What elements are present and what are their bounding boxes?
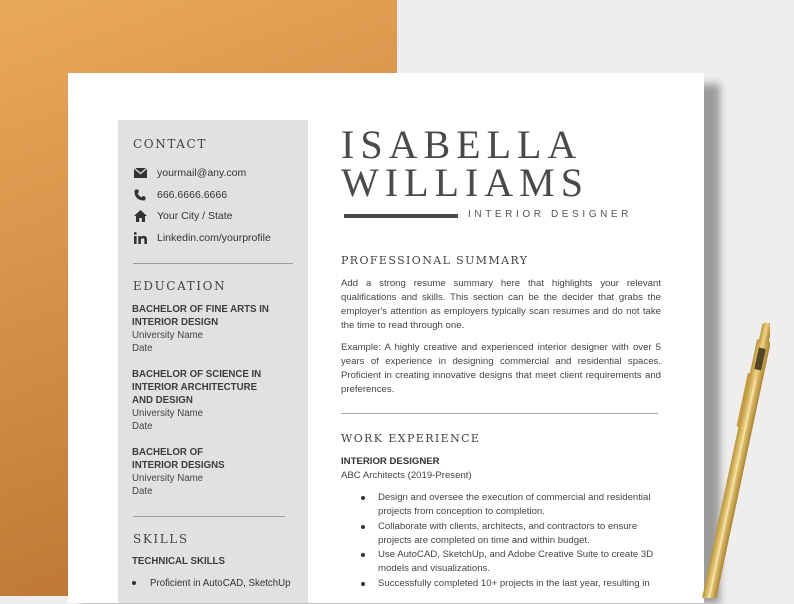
university-name: University Name [132,330,204,341]
email-text: yourmail@any.com [157,167,247,179]
experience-bullet: Use AutoCAD, SketchUp, and Adobe Creative Suite to create 3D models and visualizations. [361,548,661,577]
degree-title: BACHELOR OF SCIENCE IN INTERIOR ARCHITECTURE AND DESIGN [132,369,262,406]
summary-heading: PROFESSIONAL SUMMARY [341,254,529,267]
linkedin-text: Linkedin.com/yourprofile [157,232,271,244]
education-entry [132,303,292,355]
resume-page [68,73,704,603]
education-entry [132,446,292,498]
technical-skills-heading: TECHNICAL SKILLS [132,556,225,567]
sidebar-divider [133,516,285,517]
university-name: University Name [132,408,204,419]
section-divider [341,413,658,414]
job-title: INTERIOR DESIGNER [468,209,632,220]
experience-bullet: Successfully completed 10+ projects in the last year, resulting in [361,577,661,591]
degree-title: BACHELOR OF FINE ARTS IN INTERIOR DESIGN [132,304,269,328]
contact-location [133,208,232,224]
location-text: Your City / State [157,210,233,222]
resume-sidebar [118,120,308,603]
degree-date: Date [132,421,153,432]
first-name: ISABELLA [341,122,583,167]
contact-linkedin [133,230,271,246]
degree-date: Date [132,343,153,354]
skill-text: Proficient in AutoCAD, SketchUp [150,578,291,589]
experience-bullet: Design and oversee the execution of commercial and residential projects from conception to completion. [361,491,661,520]
skills-heading: SKILLS [133,532,189,546]
education-entry [132,368,292,433]
skill-item [132,578,291,589]
contact-email [133,165,246,181]
experience-bullet: Collaborate with clients, architects, and contractors to ensure projects are completed on time and within budget. [361,520,661,549]
title-accent-bar [344,214,458,218]
summary-paragraph: Add a strong resume summary here that highlights your relevant qualifications and skills. This section can be the decider that grabs the employer's attention as employers typically scan resumes and do not take the time to read through one. [341,278,661,331]
contact-heading: CONTACT [133,137,207,151]
phone-icon [133,188,147,202]
contact-phone [133,187,227,203]
bullet-dot [132,581,136,585]
company-name: ABC Architects (2019-Present) [341,470,472,481]
education-heading: EDUCATION [133,279,227,293]
university-name: University Name [132,473,204,484]
experience-bullet-list [361,491,661,591]
phone-text: 666.6666.6666 [157,189,228,201]
home-icon [133,209,147,223]
gold-pen-image [700,318,770,598]
envelope-icon [133,166,147,180]
position-title: INTERIOR DESIGNER [341,456,440,467]
summary-example-paragraph: Example: A highly creative and experienced interior designer with over 5 years of experience in designing commercial and residential spaces. Proficient in creating innovative designs that meet client requirements and preferences. [341,342,661,395]
linkedin-icon [133,231,147,245]
work-experience-heading: WORK EXPERIENCE [341,432,481,445]
last-name: WILLIAMS [341,160,589,205]
degree-date: Date [132,486,153,497]
sidebar-divider [133,263,293,264]
degree-title: BACHELOR OF INTERIOR DESIGNS [132,447,225,471]
